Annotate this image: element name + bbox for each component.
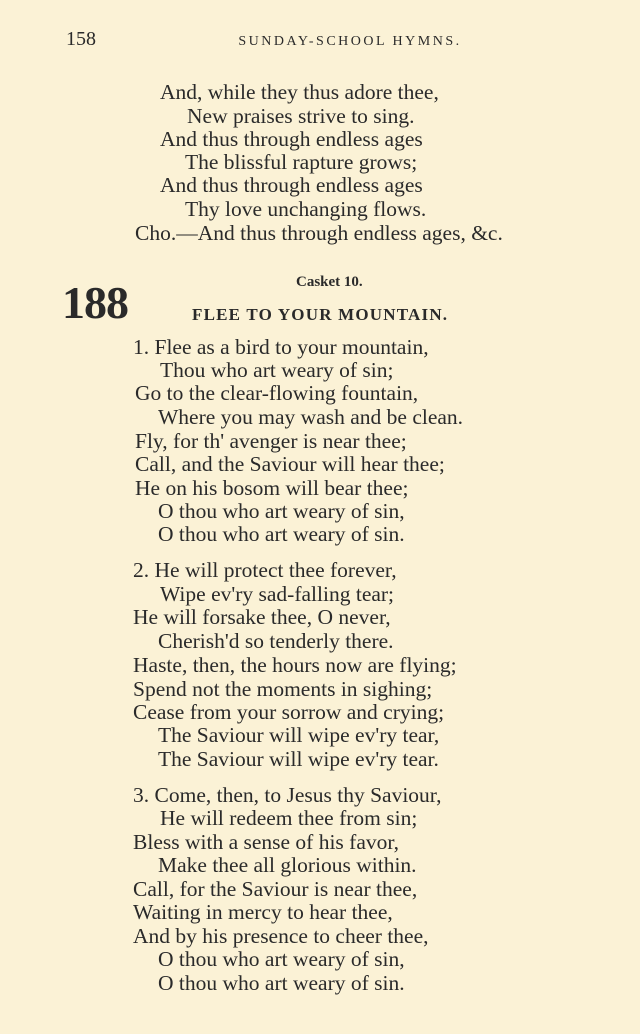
verse-line: O thou who art weary of sin.	[158, 971, 405, 995]
verse-line: Bless with a sense of his favor,	[133, 830, 400, 854]
prev-hymn-line: And, while they thus adore thee,	[160, 80, 439, 104]
prev-hymn-line: New praises strive to sing.	[187, 104, 415, 128]
verse-line: Thou who art weary of sin;	[160, 358, 394, 382]
chorus-line: Cho.—And thus through endless ages, &c.	[135, 221, 503, 245]
verse-line: Make thee all glorious within.	[158, 853, 417, 877]
verse-line: The Saviour will wipe ev'ry tear.	[158, 747, 439, 771]
verse-line: O thou who art weary of sin,	[158, 499, 405, 523]
verse-line: He will redeem thee from sin;	[160, 806, 418, 830]
verse-line: Waiting in mercy to hear thee,	[133, 900, 393, 924]
verse-line: And by his presence to cheer thee,	[133, 924, 429, 948]
verse-line: He on his bosom will bear thee;	[135, 476, 409, 500]
verse-line: O thou who art weary of sin,	[158, 947, 405, 971]
verse-line: Call, for the Saviour is near thee,	[133, 877, 418, 901]
prev-hymn-line: And thus through endless ages	[160, 127, 423, 151]
verse-line: Haste, then, the hours now are flying;	[133, 653, 457, 677]
page-header	[0, 28, 640, 58]
tune-name: Casket 10.	[296, 274, 363, 290]
verse-line: Cease from your sorrow and crying;	[133, 700, 445, 724]
prev-hymn-line: And thus through endless ages	[160, 173, 423, 197]
verse-line: 1. Flee as a bird to your mountain,	[133, 335, 429, 359]
verse-line: 2. He will protect thee forever,	[133, 558, 397, 582]
verse-line: Go to the clear-flowing fountain,	[135, 381, 419, 405]
prev-hymn-line: The blissful rapture grows;	[185, 150, 418, 174]
verse-line: Where you may wash and be clean.	[158, 405, 464, 429]
verse-line: The Saviour will wipe ev'ry tear,	[158, 723, 440, 747]
page-number: 158	[66, 28, 96, 50]
verse-line: Cherish'd so tenderly there.	[158, 629, 394, 653]
verse-line: O thou who art weary of sin.	[158, 522, 405, 546]
verse-line: He will forsake thee, O never,	[133, 605, 391, 629]
verse-line: 3. Come, then, to Jesus thy Saviour,	[133, 783, 442, 807]
verse-line: Spend not the moments in sighing;	[133, 677, 433, 701]
hymn-number: 188	[62, 277, 128, 328]
running-title: SUNDAY-SCHOOL HYMNS.	[238, 34, 462, 49]
verse-line: Wipe ev'ry sad-falling tear;	[160, 582, 395, 606]
hymn-title: FLEE TO YOUR MOUNTAIN.	[192, 305, 449, 324]
prev-hymn-line: Thy love unchanging flows.	[185, 197, 427, 221]
verse-line: Fly, for th' avenger is near thee;	[135, 429, 407, 453]
verse-line: Call, and the Saviour will hear thee;	[135, 452, 445, 476]
